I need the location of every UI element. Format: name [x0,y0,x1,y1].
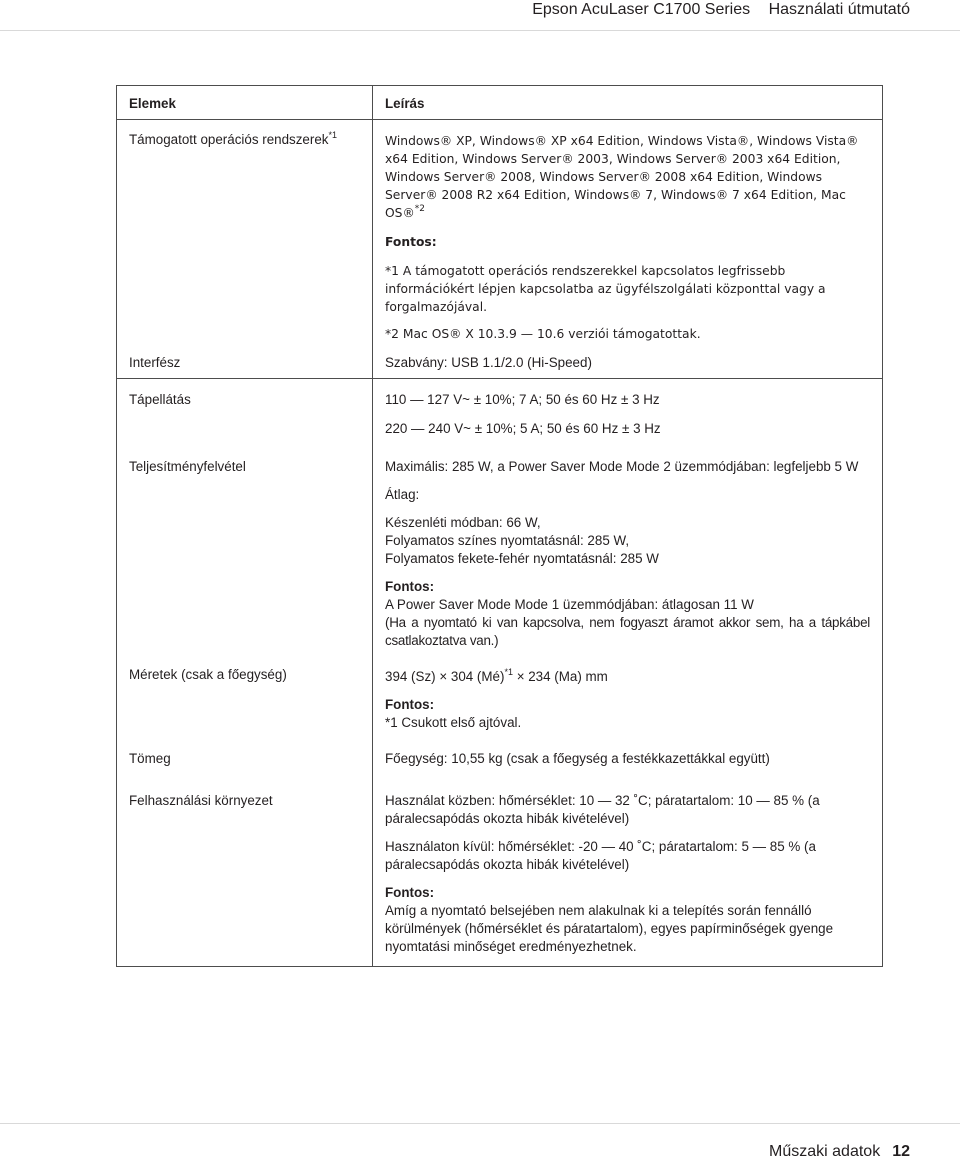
table-row [117,656,883,738]
dimensions-note: *1 Csukott első ajtóval. [385,715,522,730]
table-row [117,444,883,656]
page-header [0,0,910,24]
consumption-bw: Folyamatos fekete-fehér nyomtatásnál: 285 W [385,551,659,566]
table-row [117,774,883,967]
table-row [117,379,883,445]
dimensions-note-title: Fontos: [385,697,435,712]
row-label-os: Támogatott operációs rendszerek$^{*1}$ [117,120,373,350]
row-value-environment [373,774,883,967]
row-label-dimensions: Méretek (csak a főegység) [117,656,373,738]
dimensions-value: 394 (Sz) × 304 (Mé)$^{*1}$ × 234 (Ma) mm [385,667,608,684]
row-value-os: Windows® XP, Windows® XP x64 Edition, Windows Vista®, Windows Vista® x64 Edition, Windows Server® 2003, Windows Server® 2003 x64 Edition, Windows Server® 2008, Windows Server® 2008 x64 Edition, Windows Server® 2008 R2 x64 Edition, Windows® 7, Windows® 7 x64 Edition, Mac OS®$^{*2}$ Fontos: *1 A támogatott operációs rendszerekkel kapcsolatos legfrissebb információkért lépjen kapcsolatba az ügyfélszolgálati központtal vagy a forgalmazójával. *2 Mac OS® X 10.3.9 — 10.6 verziói támogatottak. [373,120,883,350]
os-note-title: Fontos: [385,235,437,249]
header-guide-title: Használati útmutató [768,1,910,18]
consumption-max: Maximális: 285 W, a Power Saver Mode Mode 2 üzemmódjában: legfeljebb 5 W [385,459,859,474]
consumption-standby: Készenléti módban: 66 W, [385,515,541,530]
header-product: Epson AcuLaser C1700 Series [532,1,751,18]
page-number: 12 [892,1143,910,1160]
table-row [117,349,883,379]
row-label-interface: Interfész [117,349,373,379]
specifications-table [116,85,883,967]
os-note-2: *2 Mac OS® X 10.3.9 — 10.6 verziói támogatottak. [385,327,701,341]
consumption-color: Folyamatos színes nyomtatásnál: 285 W, [385,533,630,548]
footer-divider [0,1123,960,1124]
row-value-dimensions [373,656,883,738]
consumption-avg-title: Átlag: [385,487,420,502]
column-header-items: Elemek [117,86,373,120]
row-value-interface: Szabvány: USB 1.1/2.0 (Hi-Speed) [373,349,883,379]
os-note-1: *1 A támogatott operációs rendszerekkel kapcsolatos legfrissebb információkért lépjen kapcsolatba az ügyfélszolgálati központtal vagy a forgalmazójával. [385,264,826,314]
table-row [117,120,883,350]
environment-not-in-use: Használaton kívül: hőmérséklet: -20 — 40 ˚C; páratartalom: 5 — 85 % (a páralecsapódás okozta hibák kivételével) [385,839,816,872]
consumption-note-1: A Power Saver Mode Mode 1 üzemmódjában: átlagosan 11 W [385,597,754,612]
os-list: Windows® XP, Windows® XP x64 Edition, Windows Vista®, Windows Vista® x64 Edition, Windows Server® 2003, Windows Server® 2003 x64 Edition, Windows Server® 2008, Windows Server® 2008 x64 Edition, Windows Server® 2008 R2 x64 Edition, Windows® 7, Windows® 7 x64 Edition, Mac OS® [385,134,859,220]
row-label-power: Tápellátás [117,379,373,445]
power-line-2: 220 — 240 V~ ± 10%; 5 A; 50 és 60 Hz ± 3 Hz [385,421,661,436]
consumption-note-title: Fontos: [385,579,435,594]
row-value-consumption [373,444,883,656]
row-label-weight: Tömeg [117,738,373,774]
row-value-weight: Főegység: 10,55 kg (csak a főegység a festékkazettákkal együtt) [373,738,883,774]
power-line-1: 110 — 127 V~ ± 10%; 7 A; 50 és 60 Hz ± 3 Hz [385,392,660,407]
table-row [117,738,883,774]
environment-in-use: Használat közben: hőmérséklet: 10 — 32 ˚C; páratartalom: 10 — 85 % (a páralecsapódás okozta hibák kivételével) [385,793,820,826]
page-footer [769,1143,910,1161]
header-divider [0,30,960,31]
table-header-row [117,86,883,120]
row-label-environment: Felhasználási környezet [117,774,373,967]
footer-section: Műszaki adatok [769,1143,881,1160]
environment-note-title: Fontos: [385,885,435,900]
consumption-note-2: (Ha a nyomtató ki van kapcsolva, nem fogyaszt áramot akkor sem, ha a tápkábel csatlakoztatva van.) [385,615,870,648]
environment-note: Amíg a nyomtató belsejében nem alakulnak ki a telepítés során fennálló körülmények (hőmérséklet és páratartalom), egyes papírminőségek gyenge nyomtatási minőséget eredményezhetnek. [385,903,834,954]
row-value-power [373,379,883,445]
column-header-description: Leírás [373,86,883,120]
row-label-consumption: Teljesítményfelvétel [117,444,373,656]
